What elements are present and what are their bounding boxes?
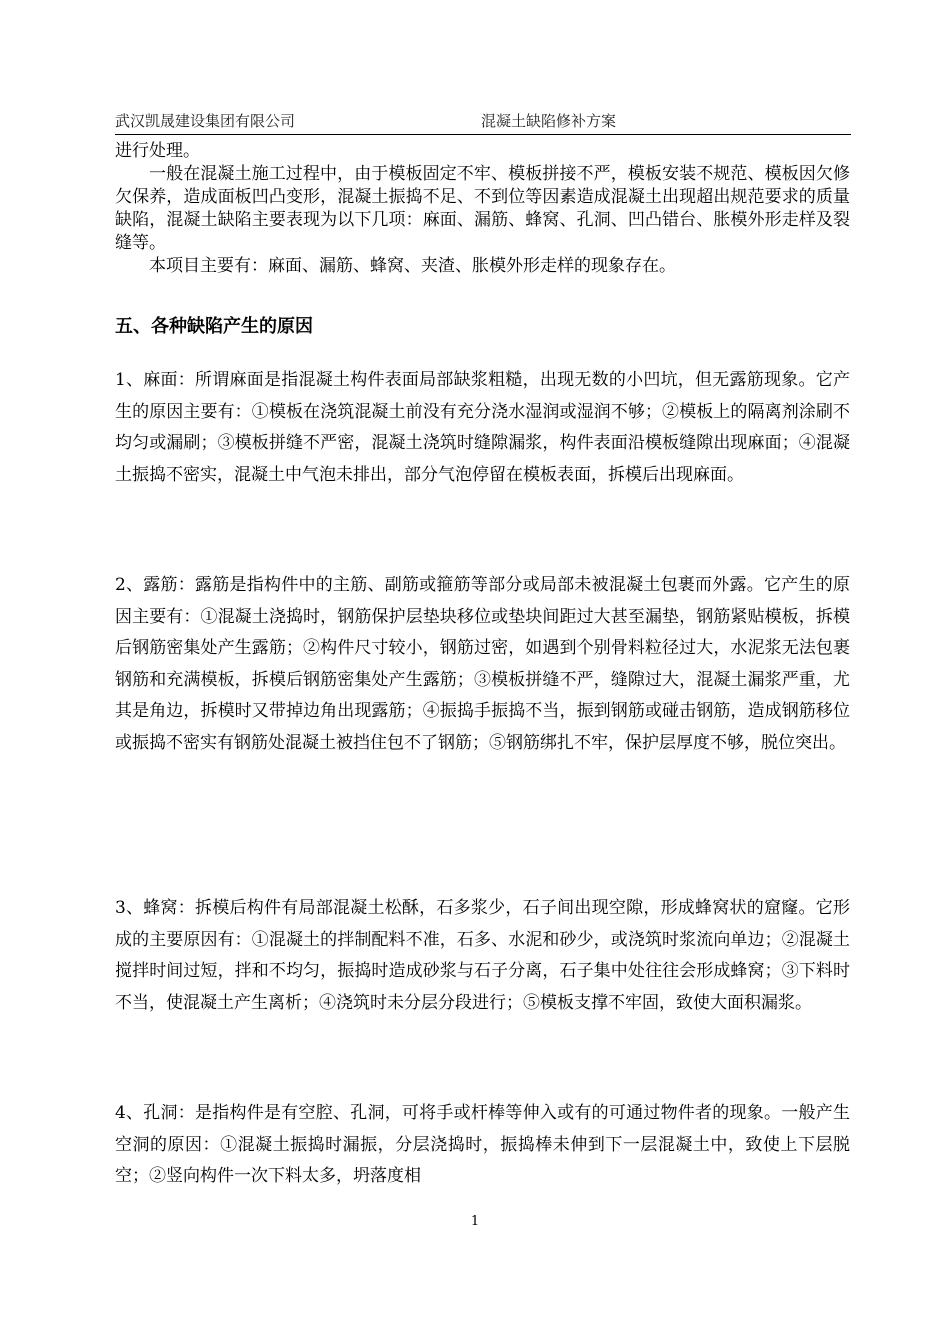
intro-block [115, 140, 850, 278]
defect-item-pitting: 1、麻面：所谓麻面是指混凝土构件表面局部缺浆粗糙，出现无数的小凹坑，但无露筋现象。它产生的原因主要有：①模板在浇筑混凝土前没有充分浇水湿润或湿润不够；②模板上的隔离剂涂刷不均匀或漏刷；③模板拼缝不严密，混凝土浇筑时缝隙漏浆，构件表面沿模板缝隙出现麻面；④混凝土振捣不密实，混凝土中气泡未排出，部分气泡停留在模板表面，拆模后出现麻面。 [115, 370, 850, 485]
header-doc-title: 混凝土缺陷修补方案 [481, 112, 617, 130]
page-header [115, 110, 850, 134]
defect-item-void: 4、孔洞：是指构件是有空腔、孔洞，可将手或杆棒等伸入或有的可通过物件者的现象。一般产生空洞的原因：①混凝土振捣时漏振，分层浇捣时，振捣棒未伸到下一层混凝土中，致使上下层脱空；②竖向构件一次下料太多，坍落度相 [115, 1103, 850, 1186]
intro-paragraph: 本项目主要有：麻面、漏筋、蜂窝、夹渣、胀模外形走样的现象存在。 [149, 256, 676, 276]
section-title: 五、各种缺陷产生的原因 [115, 316, 313, 337]
intro-paragraph: 一般在混凝土施工过程中，由于模板固定不牢、模板拼接不严，模板安装不规范、模板因欠修欠保养，造成面板凹凸变形，混凝土振捣不足、不到位等因素造成混凝土出现超出规范要求的质量缺陷，混凝土缺陷主要表现为以下几项：麻面、漏筋、蜂窝、孔洞、凹凸错台、胀模外形走样及裂缝等。 [115, 164, 850, 253]
header-company: 武汉凯晟建设集团有限公司 [115, 112, 296, 130]
page-number: 1 [470, 1214, 480, 1229]
defect-item-exposed-rebar: 2、露筋：露筋是指构件中的主筋、副筋或箍筋等部分或局部未被混凝土包裹而外露。它产生的原因主要有：①混凝土浇捣时，钢筋保护层垫块移位或垫块间距过大甚至漏垫，钢筋紧贴模板，拆模后钢筋密集处产生露筋；②构件尺寸较小，钢筋过密，如遇到个别骨料粒径过大，水泥浆无法包裹钢筋和充满模板，拆模后钢筋密集处产生露筋；③模板拼缝不严，缝隙过大，混凝土漏浆严重，尤其是角边，拆模时又带掉边角出现露筋；④振捣手振捣不当，振到钢筋或碰击钢筋，造成钢筋移位或振捣不密实有钢筋处混凝土被挡住包不了钢筋；⑤钢筋绑扎不牢，保护层厚度不够，脱位突出。 [115, 575, 850, 753]
defect-item-honeycomb: 3、蜂窝：拆模后构件有局部混凝土松酥，石多浆少，石子间出现空隙，形成蜂窝状的窟窿。它形成的主要原因有：①混凝土的拌制配料不准，石多、水泥和砂少，或浇筑时浆流向单边；②混凝土搅拌时间过短，拌和不均匀，振捣时造成砂浆与石子分离，石子集中处往往会形成蜂窝；③下料时不当，使混凝土产生离析；④浇筑时未分层分段进行；⑤模板支撑不牢固，致使大面积漏浆。 [115, 898, 850, 1013]
intro-paragraph: 进行处理。 [115, 141, 200, 161]
header-divider [115, 134, 851, 135]
